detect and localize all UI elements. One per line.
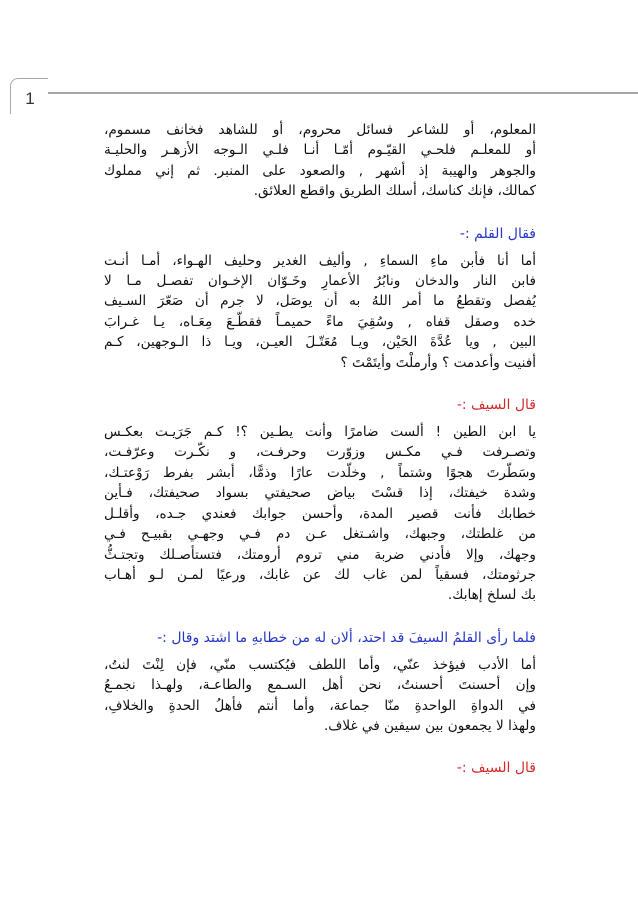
section-heading: قال السيف :- — [456, 397, 536, 414]
text-line: وجهك، وإلا فأدني ضربة مني تروم أرومتك، فتستأصـلك وتجتـثُّ — [104, 546, 536, 563]
text-line: فابن النار والدخان ونابُرُ الأعمارِ وخَـوّان الإخـوان تفصـل مـا لا — [104, 273, 536, 290]
text-line: في الدواةِ الواحدةِ منّا جماعة، وأما أنتم فأهلُ الحدةِ والخلافِ، — [104, 697, 536, 714]
paragraph — [104, 422, 536, 606]
document-body — [104, 120, 536, 785]
section-heading: قال السيف :- — [456, 760, 536, 777]
paragraph — [104, 655, 536, 737]
text-line: يا ابن الطين ! ألست ضامرًا وأنت يطـين ؟! كـم جَرَيـت بعكـس — [104, 424, 536, 441]
section-heading: فلما رأى القلمُ السيفَ قد احتد، ألان له من خطابهِ ما اشتد وقال :- — [157, 629, 536, 646]
header-rule — [48, 92, 638, 94]
text-line: يُفصل وتقطعُ ما أمر اللهُ به أن يوصَل، لا جرم أن صَعّرَ السـيف — [104, 293, 536, 310]
text-line: وتصـرفت فـي مكـس وزوّرت وحرفـت، و نكّـرت وعرّفـت، — [104, 444, 536, 461]
section-heading: فقال القلم :- — [459, 225, 536, 242]
text-line: والجوهر والهيبة إذ أشهر , والصعود على المنبر. ثم إني مملوك — [104, 162, 536, 179]
text-line: بك لسلخ إهابك. — [447, 587, 536, 604]
text-line: أفنيت وأعدمت ؟ وأرملْتَ وأيتَمْتَ ؟ — [340, 354, 536, 371]
text-line: أما الأدب فيؤخذ عنّي، وأما اللطف فيُكتسب منّي، فإن لِنْتَ لنتُ، — [104, 656, 536, 673]
text-line: من غلطتك، وجبهك، واشـتغل عـن دم فـي وجهـي بقبيـح فـي — [104, 526, 536, 543]
paragraph — [104, 251, 536, 373]
text-line: خده وصقل قفاه , وسُقِيَ ماءً حميمـاً فقطّـعَ مِعَـاه، يـا غـرابَ — [104, 313, 536, 330]
text-line: البين , ويا عُدَّةَ الحَيْن، ويـا مُعَتّـلَ العيـن، ويـا ذا الـوجهين، كـم — [104, 334, 536, 351]
text-line: وسَطّرتَ هجوًا وشتماً , وخلّدت عارًا وذمًّا، أبشر بفرط رَوْعتـك، — [104, 464, 536, 481]
text-line: خطابك فأنت قصير المدة، وأحسن جوابك فعندي جـده، وأقلـل — [104, 505, 536, 522]
text-line: كمالك، فإنك كناسك، أسلك الطريق واقطع العلائق. — [253, 183, 536, 200]
text-line: المعلوم، أو للشاعر فسائل محروم، أو للشاهد فخانف مسموم، — [104, 122, 536, 138]
text-line: أما أنا فأبن ماءِ السماءِ , وأليف الغدير وحليف الهـواء، أمـا أنـت — [104, 252, 536, 269]
text-line: جرثومتك، فسقياً لمن غاب لك عن غابك، ورعيًا لمـن لـو أهـاب — [104, 566, 536, 583]
paragraph — [104, 120, 536, 202]
text-line: وإن أحسنتَ أحسنتُ، نحن أهل السـمع والطاعـة، ولهـذا نجمـعُ — [104, 677, 536, 694]
page-number: 1 — [25, 89, 35, 108]
text-line: وشدة خيفتك، إذا قسْتَ بياض صحيفتي بسواد صحيفتك، فـأين — [104, 485, 536, 502]
page-number-tab — [10, 78, 48, 114]
text-line: ولهذا لا يجمعون بين سيفين في غلاف. — [323, 717, 536, 734]
text-line: أو للمعلـم فلحـي القيّـوم أمّـا أنـا فلـي الـوجه الأزهـر والحليـة — [104, 142, 536, 159]
